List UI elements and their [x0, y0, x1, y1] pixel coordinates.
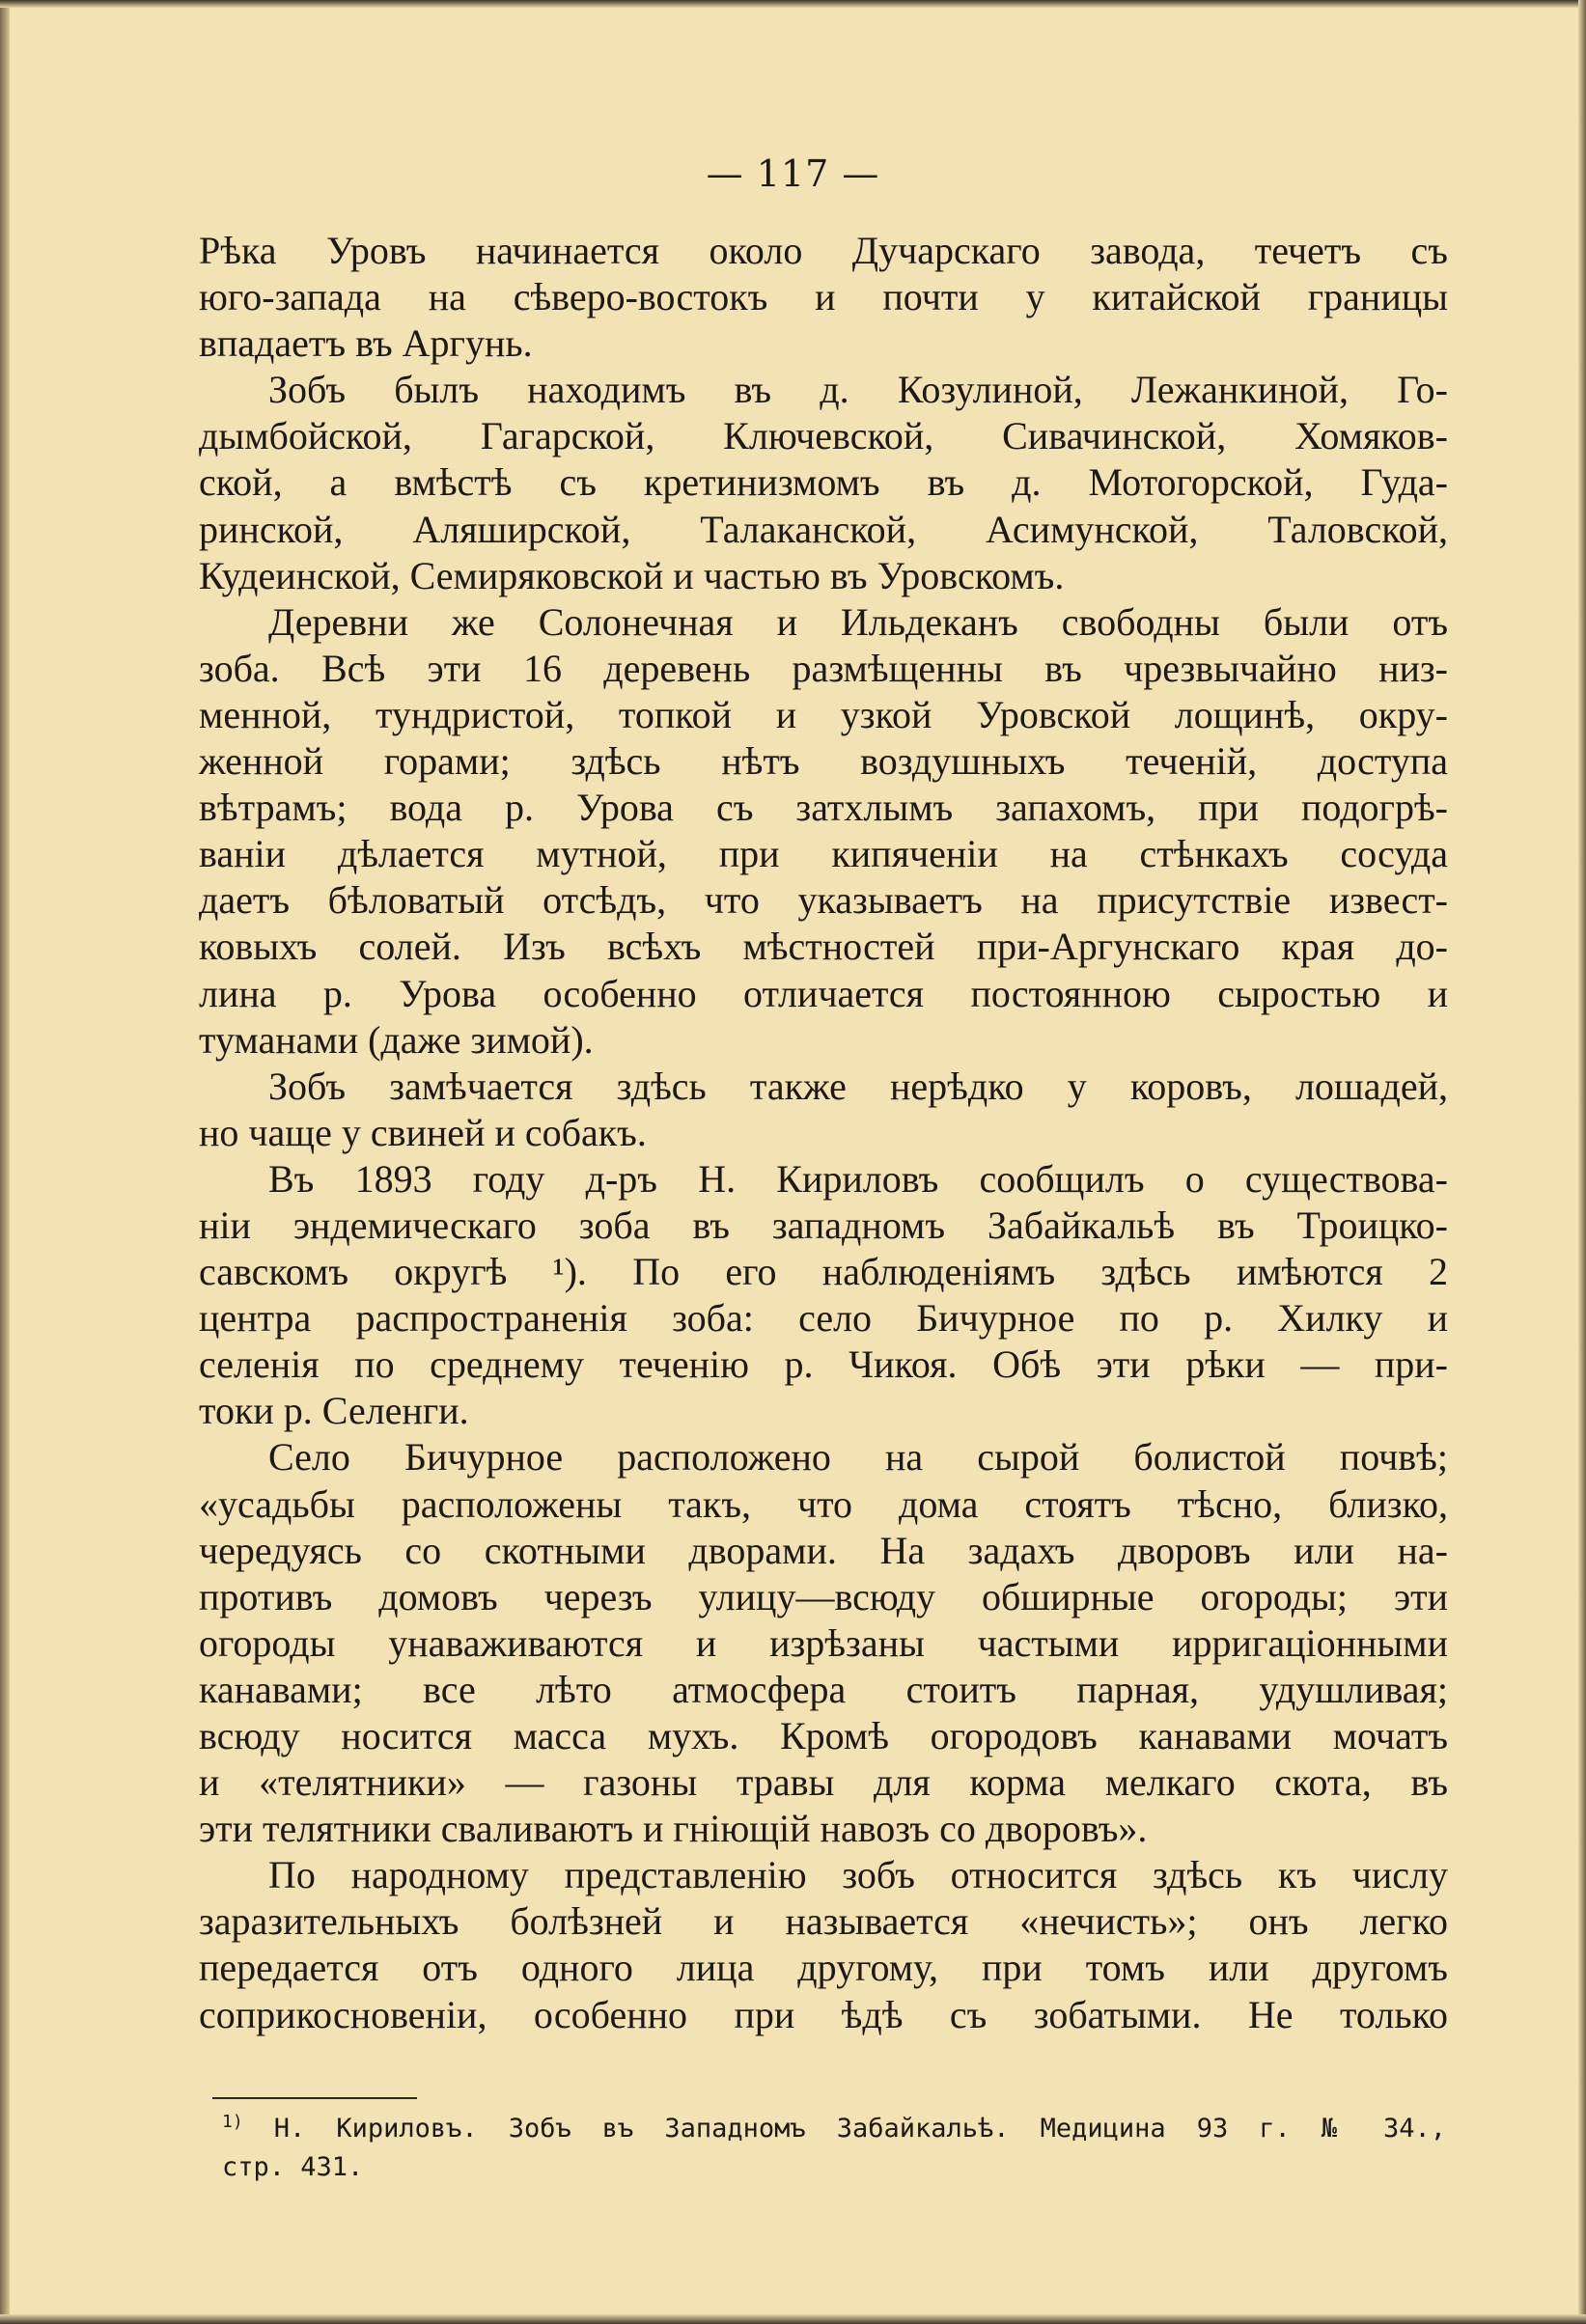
- text-line: Кудеинской, Семиряковской и частью въ Уровскомъ.: [199, 553, 1065, 597]
- page-edge-bottom: [0, 2314, 1586, 2324]
- text-line: впадаетъ въ Аргунь.: [199, 321, 533, 366]
- page-edge-top: [0, 0, 1586, 8]
- text-line: ринской, Аляширской, Талаканской, Асимунской, Таловской,: [199, 507, 1448, 551]
- text-line: ковыхъ солей. Изъ всѣхъ мѣстностей при-Аргунскаго края до-: [199, 925, 1448, 969]
- paragraph: [199, 599, 1448, 1064]
- paragraph: [199, 228, 1448, 367]
- footnote-divider: [212, 2097, 417, 2099]
- text-line: и «телятники» — газоны травы для корма мелкаго скота, въ: [199, 1760, 1448, 1805]
- paragraph: [199, 367, 1448, 598]
- paragraph: [199, 1064, 1448, 1156]
- text-line: лина р. Урова особенно отличается постоянною сыростью и: [199, 971, 1448, 1015]
- text-line: По народному представленію зобъ относится здѣсь къ числу: [268, 1853, 1448, 1897]
- text-line: ской, а вмѣстѣ съ кретинизмомъ въ д. Мотогорской, Гуда-: [199, 460, 1448, 505]
- text-line: дымбойской, Гагарской, Ключевской, Сивачинской, Хомяков-: [199, 414, 1448, 458]
- text-line: менной, тундристой, топкой и узкой Уровской лощинѣ, окру-: [199, 692, 1448, 736]
- paragraph: [199, 1852, 1448, 2037]
- footnote-marker: 1): [222, 2112, 243, 2132]
- text-line: савскомъ округѣ ¹). По его наблюденіямъ здѣсь имѣются 2: [199, 1250, 1448, 1294]
- text-line: заразительныхъ болѣзней и называется «нечисть»; онъ легко: [199, 1899, 1448, 1944]
- text-line: Село Бичурное расположено на сырой болистой почвѣ;: [268, 1435, 1448, 1480]
- text-line: Въ 1893 году д-ръ Н. Кириловъ сообщилъ о существова-: [268, 1156, 1448, 1201]
- body-text: [199, 228, 1448, 2038]
- text-line: канавами; все лѣто атмосфера стоитъ парная, удушливая;: [199, 1667, 1448, 1711]
- text-line: соприкосновеніи, особенно при ѣдѣ съ зобатыми. Не только: [199, 1992, 1448, 2036]
- footnote-line: стр. 431.: [222, 2152, 364, 2182]
- text-line: передается отъ одного лица другому, при томъ или другомъ: [199, 1946, 1448, 1990]
- text-line: центра распространенія зоба: село Бичурное по р. Хилку и: [199, 1296, 1448, 1341]
- page-edge-left: [0, 0, 10, 2324]
- footnote-line: [222, 2110, 1446, 2148]
- footnote: [222, 2110, 1448, 2187]
- paragraph: [199, 1156, 1448, 1435]
- text-line: противъ домовъ черезъ улицу—всюду обширные огороды; эти: [199, 1574, 1448, 1618]
- text-line: селенія по среднему теченію р. Чикоя. Обѣ эти рѣки — при-: [199, 1342, 1448, 1387]
- text-line: женной горами; здѣсь нѣтъ воздушныхъ теченій, доступа: [199, 739, 1448, 784]
- text-line: но чаще у свиней и собакъ.: [199, 1110, 647, 1154]
- text-line: эти телятники сваливаютъ и гніющій навозъ со дворовъ».: [199, 1807, 1148, 1851]
- text-line: ніи эндемическаго зоба въ западномъ Забайкальѣ въ Троицко-: [199, 1203, 1448, 1247]
- text-line: токи р. Селенги.: [199, 1389, 469, 1433]
- text-line: Зобъ замѣчается здѣсь также нерѣдко у коровъ, лошадей,: [268, 1064, 1448, 1108]
- text-line: туманами (даже зимой).: [199, 1017, 594, 1062]
- page-edge-right: [1578, 0, 1586, 2324]
- text-line: зоба. Всѣ эти 16 деревень размѣщенны въ чрезвычайно низ-: [199, 646, 1448, 690]
- text-line: «усадьбы расположены такъ, что дома стоятъ тѣсно, близко,: [199, 1481, 1448, 1526]
- page-number: — 117 —: [706, 152, 880, 195]
- text-line: Деревни же Солонечная и Ильдеканъ свободны были отъ: [268, 599, 1448, 644]
- footnote-citation: Н. Кириловъ. Зобъ въ Западномъ Забайкальѣ. Медицина 93 г. № 34.,: [273, 2114, 1447, 2144]
- text-line: Рѣка Уровъ начинается около Дучарскаго завода, течетъ съ: [199, 229, 1448, 272]
- text-line: Зобъ былъ находимъ въ д. Козулиной, Лежанкиной, Го-: [268, 368, 1448, 412]
- text-line: юго-запада на сѣверо-востокъ и почти у китайской границы: [199, 275, 1448, 319]
- text-line: даетъ бѣловатый отсѣдъ, что указываетъ на присутствіе извест-: [199, 878, 1448, 923]
- text-line: огороды унаваживаются и изрѣзаны частыми ирригаціонными: [199, 1620, 1448, 1665]
- text-line: ваніи дѣлается мутной, при кипяченіи на стѣнкахъ сосуда: [199, 832, 1448, 876]
- text-line: всюду носится масса мухъ. Кромѣ огородовъ канавами мочатъ: [199, 1714, 1448, 1757]
- paragraph: [199, 1434, 1448, 1852]
- text-line: чередуясь со скотными дворами. На задахъ дворовъ или на-: [199, 1528, 1448, 1572]
- text-line: вѣтрамъ; вода р. Урова съ затхлымъ запахомъ, при подогрѣ-: [199, 786, 1448, 830]
